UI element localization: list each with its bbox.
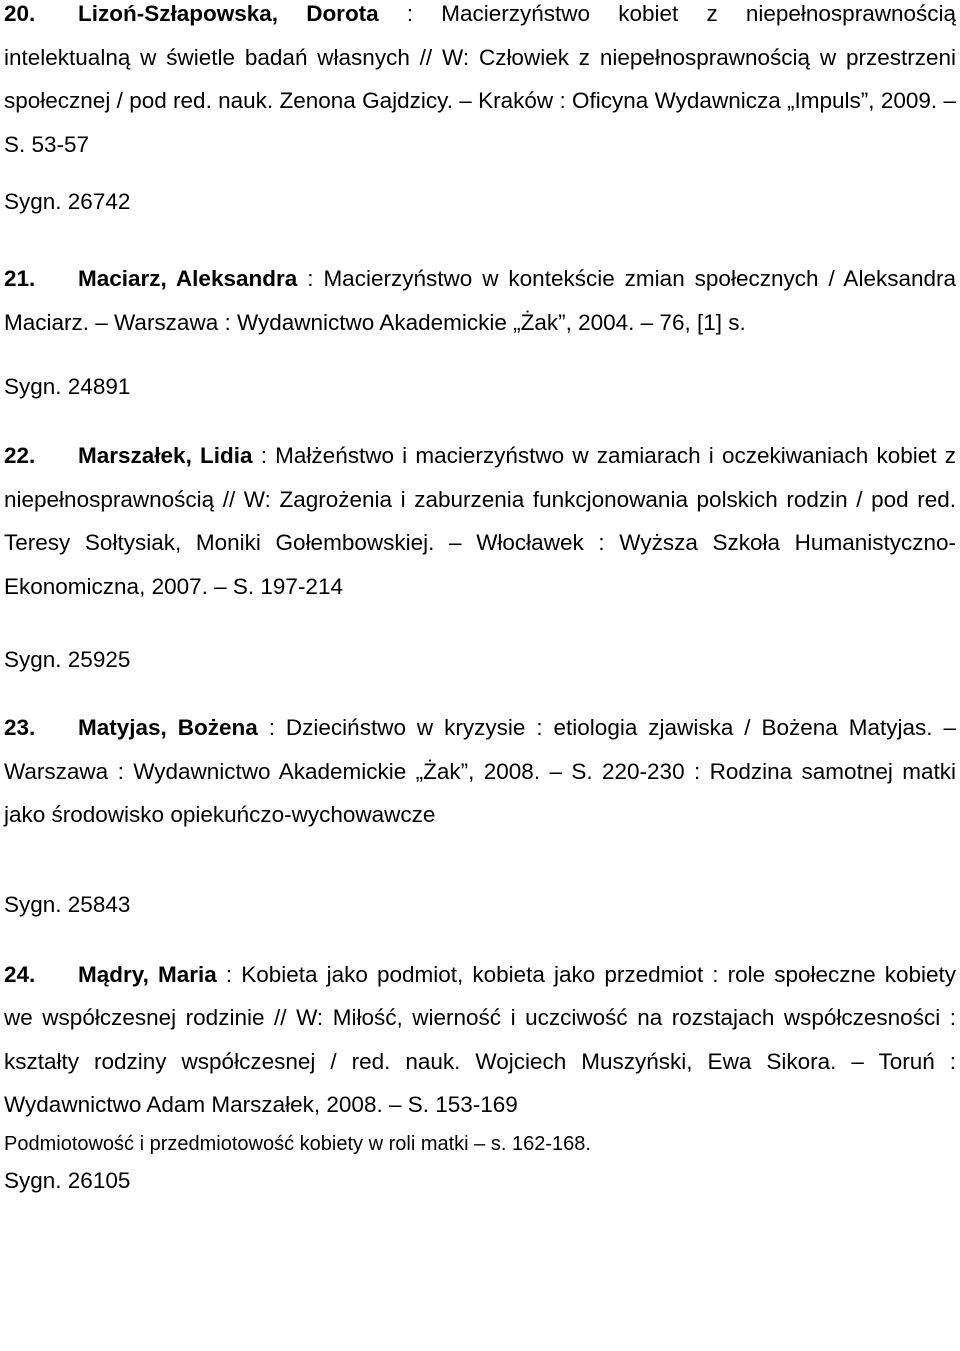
bibliography-page xyxy=(4,0,956,1195)
entry-author: Maciarz, Aleksandra xyxy=(78,266,298,291)
entry-author: Matyjas, Bożena xyxy=(78,715,258,740)
bibliography-entry xyxy=(4,706,956,919)
entry-description xyxy=(4,434,956,608)
entry-note: Podmiotowość i przedmiotowość kobiety w roli matki – s. 162-168. xyxy=(4,1132,591,1155)
bibliography-entry xyxy=(4,257,956,401)
entry-number: 21. xyxy=(4,266,36,291)
bibliography-entry xyxy=(4,434,956,674)
entry-description xyxy=(4,257,956,344)
bibliography-entry xyxy=(4,0,956,216)
entry-text: : Dzieciństwo w kryzysie : etiologia zjawiska / Bożena Matyjas. – Warszawa : Wydawnictwo Akademickie „Żak”, 2008. – S. 220-230 : Rodzina samotnej matki jako środowisko opiekuńczo-wychowawcze xyxy=(4,715,956,827)
entry-text: : Małżeństwo i macierzyństwo w zamiarach i oczekiwaniach kobiet z niepełnosprawnością // W: Zagrożenia i zaburzenia funkcjonowania polskich rodzin / pod red. Teresy Sołtysiak, Moniki Gołembowskiej. – Włocławek : Wyższa Szkoła Humanistyczno-Ekonomiczna, 2007. – S. 197-214 xyxy=(4,443,957,599)
entry-description xyxy=(4,706,956,837)
call-number: Sygn. 25843 xyxy=(4,891,131,917)
entry-author: Marszałek, Lidia xyxy=(78,443,253,468)
entry-author: Mądry, Maria xyxy=(78,961,217,987)
entry-text: : Macierzyństwo w kontekście zmian społecznych / Aleksandra Maciarz. – Warszawa : Wydawnictwo Akademickie „Żak”, 2004. – 76, [1] s. xyxy=(4,266,956,335)
entry-text: : Kobieta jako podmiot, kobieta jako przedmiot : role społeczne kobiety we współczesnej rodzinie // W: Miłość, wierność i uczciwość na rozstajach współczesności : kształty rodziny współczesnej / red. nauk. Wojciech Muszyński, Ewa Sikora. – Toruń : Wydawnictwo Adam Marszałek, 2008. – S. 153-169 xyxy=(4,961,956,1117)
entry-number: 22. xyxy=(4,443,36,468)
call-number: Sygn. 24891 xyxy=(4,374,131,399)
bibliography-entry xyxy=(4,953,956,1195)
entry-description xyxy=(4,953,956,1127)
call-number: Sygn. 26742 xyxy=(4,189,131,214)
entry-number: 23. xyxy=(4,715,36,740)
entry-author: Lizoń-Szłapowska, Dorota xyxy=(78,1,379,26)
entry-description xyxy=(4,0,956,166)
entry-number: 20. xyxy=(4,1,36,26)
entry-number: 24. xyxy=(4,961,36,987)
call-number: Sygn. 25925 xyxy=(4,647,131,672)
entry-text: : Macierzyństwo kobiet z niepełnosprawnością intelektualną w świetle badań własnych // W: Człowiek z niepełnosprawnością w przestrzeni społecznej / pod red. nauk. Zenona Gajdzicy. – Kraków : Oficyna Wydawnicza „Impuls”, 2009. – S. 53-57 xyxy=(4,1,956,157)
call-number: Sygn. 26105 xyxy=(4,1167,131,1193)
